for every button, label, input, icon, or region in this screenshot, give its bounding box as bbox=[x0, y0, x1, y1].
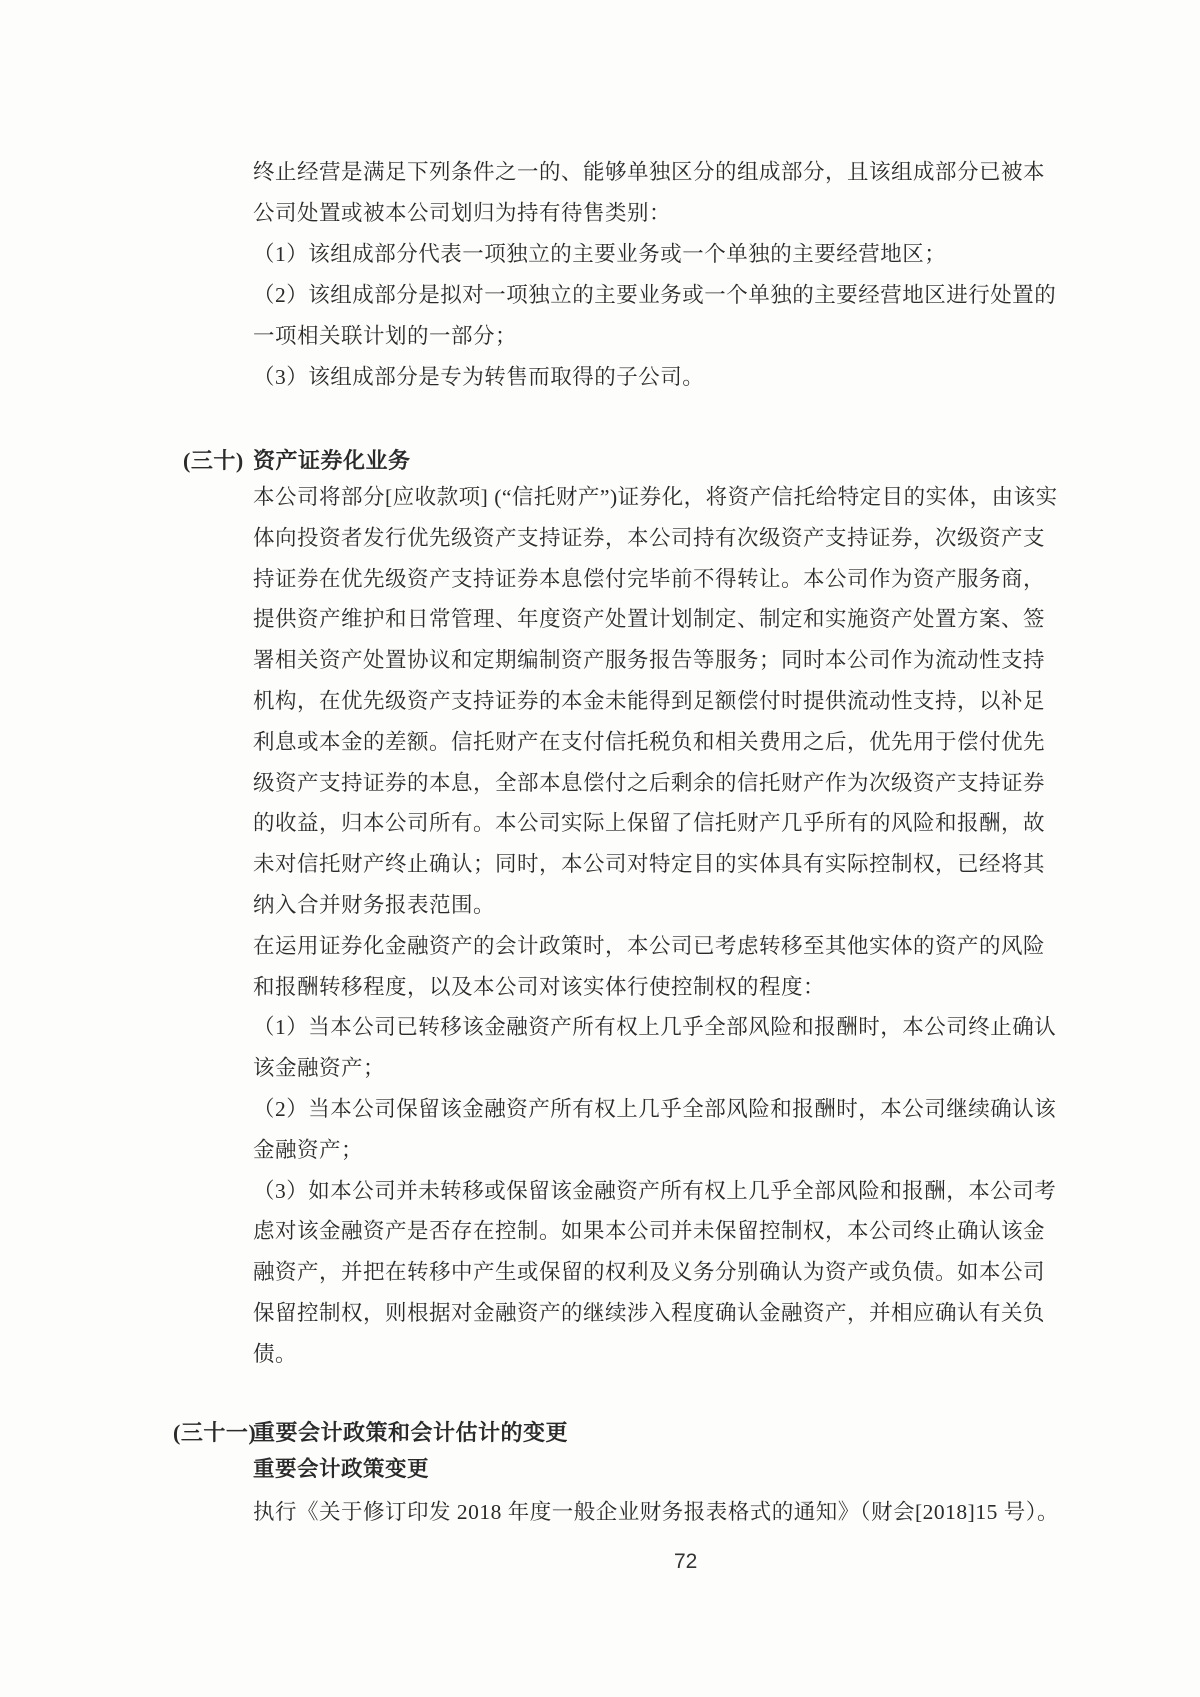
body-line: 署相关资产处置协议和定期编制资产服务报告等服务；同时本公司作为流动性支持 bbox=[253, 648, 1046, 673]
body-line: 债。 bbox=[253, 1341, 298, 1366]
section-31-heading bbox=[0, 1412, 1200, 1453]
page-number: 72 bbox=[674, 1550, 698, 1573]
section-30-label: (三十) bbox=[183, 448, 244, 473]
intro-line: 一项相关联计划的一部分； bbox=[253, 324, 518, 348]
body-line: 提供资产维护和日常管理、年度资产处置计划制定、制定和实施资产处置方案、签 bbox=[253, 607, 1046, 632]
section-30-title: 资产证券化业务 bbox=[253, 448, 411, 473]
section-31-subtitle: 重要会计政策变更 bbox=[253, 1457, 430, 1481]
body-line: 金融资产； bbox=[253, 1137, 364, 1162]
body-line: 未对信托财产终止确认；同时，本公司对特定目的实体具有实际控制权，已经将其 bbox=[253, 852, 1046, 877]
body-line: 该金融资产； bbox=[253, 1056, 386, 1081]
section-31-body bbox=[253, 1492, 1059, 1533]
intro-line: 公司处置或被本公司划归为持有待售类别： bbox=[253, 201, 672, 225]
body-line: 融资产，并把在转移中产生或保留的权利及义务分别确认为资产或负债。如本公司 bbox=[253, 1260, 1046, 1285]
body-line: 纳入合并财务报表范围。 bbox=[253, 892, 496, 917]
body-line: 保留控制权，则根据对金融资产的继续涉入程度确认金融资产，并相应确认有关负 bbox=[253, 1300, 1046, 1325]
body-line: 级资产支持证券的本息，全部本息偿付之后剩余的信托财产作为次级资产支持证券 bbox=[253, 770, 1046, 795]
intro-line: （3）该组成部分是专为转售而取得的子公司。 bbox=[253, 365, 705, 389]
body-line: 的收益，归本公司所有。本公司实际上保留了信托财产几乎所有的风险和报酬，故 bbox=[253, 811, 1046, 836]
intro-paragraph bbox=[253, 152, 1056, 398]
body-line: （2）当本公司保留该金融资产所有权上几乎全部风险和报酬时，本公司继续确认该 bbox=[253, 1096, 1057, 1121]
body-line: 本公司将部分[应收款项] (“信托财产”)证券化，将资产信托给特定目的实体，由该实 bbox=[253, 485, 1058, 509]
section-31-label: (三十一) bbox=[173, 1420, 257, 1445]
body-line: 机构，在优先级资产支持证券的本金未能得到足额偿付时提供流动性支持，以补足 bbox=[253, 688, 1046, 713]
body-line: （1）当本公司已转移该金融资产所有权上几乎全部风险和报酬时，本公司终止确认 bbox=[253, 1015, 1057, 1040]
section-30-heading bbox=[0, 440, 1200, 481]
body-line: 虑对该金融资产是否存在控制。如果本公司并未保留控制权，本公司终止确认该金 bbox=[253, 1219, 1046, 1244]
body-line: 利息或本金的差额。信托财产在支付信托税负和相关费用之后，优先用于偿付优先 bbox=[253, 729, 1046, 754]
body-line: 执行《关于修订印发 2018 年度一般企业财务报表格式的通知》（财会[2018]15 号）。 bbox=[253, 1500, 1059, 1524]
section-30-body bbox=[253, 477, 1058, 1375]
intro-line: （1）该组成部分代表一项独立的主要业务或一个单独的主要经营地区； bbox=[253, 242, 947, 266]
body-line: 和报酬转移程度，以及本公司对该实体行使控制权的程度： bbox=[253, 974, 826, 999]
intro-line: 终止经营是满足下列条件之一的、能够单独区分的组成部分，且该组成部分已被本 bbox=[253, 160, 1046, 184]
body-line: 体向投资者发行优先级资产支持证券，本公司持有次级资产支持证券，次级资产支 bbox=[253, 525, 1046, 550]
intro-line: （2）该组成部分是拟对一项独立的主要业务或一个单独的主要经营地区进行处置的 bbox=[253, 283, 1057, 307]
body-line: （3）如本公司并未转移或保留该金融资产所有权上几乎全部风险和报酬，本公司考 bbox=[253, 1178, 1057, 1203]
body-line: 在运用证券化金融资产的会计政策时，本公司已考虑转移至其他实体的资产的风险 bbox=[253, 933, 1046, 958]
section-31-title: 重要会计政策和会计估计的变更 bbox=[253, 1420, 569, 1445]
body-line: 持证券在优先级资产支持证券本息偿付完毕前不得转让。本公司作为资产服务商， bbox=[253, 566, 1046, 591]
